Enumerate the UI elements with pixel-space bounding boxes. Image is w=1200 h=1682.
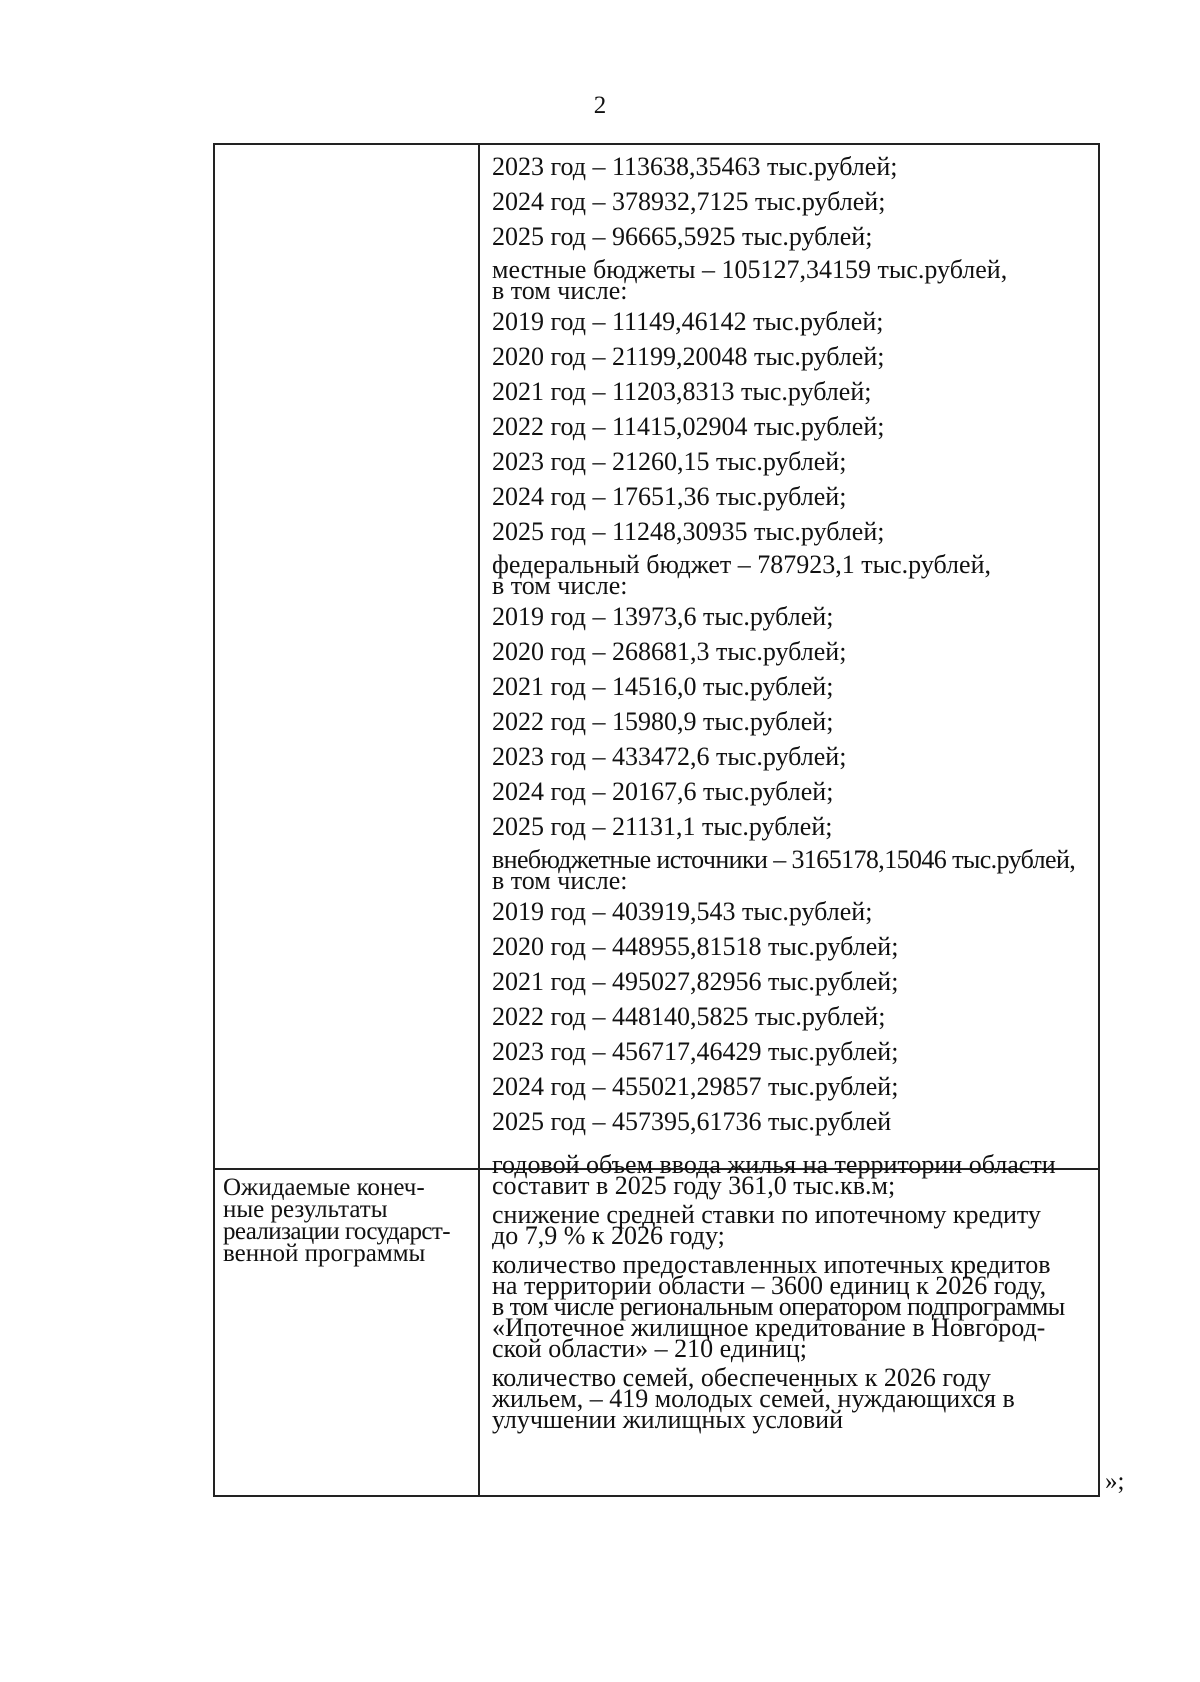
results-label-cell [223, 1174, 473, 1267]
finance-item: 2023 год – 113638,35463 тыс.рублей; [492, 152, 898, 181]
finance-item: 2021 год – 14516,0 тыс.рублей; [492, 672, 834, 701]
finance-item: 2022 год – 448140,5825 тыс.рублей; [492, 1002, 886, 1031]
result-item: снижение средней ставки по ипотечному кредиту до 7,9 % к 2026 году; [492, 1200, 1041, 1250]
results-label-line: ные результаты [223, 1196, 388, 1223]
finance-item: 2021 год – 495027,82956 тыс.рублей; [492, 967, 899, 996]
finance-item: 2024 год – 455021,29857 тыс.рублей; [492, 1072, 899, 1101]
right-column [492, 152, 1092, 1436]
finance-item: 2020 год – 21199,20048 тыс.рублей; [492, 342, 885, 371]
finance-item: 2022 год – 11415,02904 тыс.рублей; [492, 412, 885, 441]
finance-item: 2025 год – 457395,61736 тыс.рублей [492, 1107, 892, 1136]
result-item: количество семей, обеспеченных к 2026 году жильем, – 419 молодых семей, нуждающихся в улучшении жилищных условий [492, 1363, 1015, 1434]
finance-item: 2022 год – 15980,9 тыс.рублей; [492, 707, 834, 736]
finance-source-heading: местные бюджеты – 105127,34159 тыс.рублей, в том числе: [492, 255, 1008, 305]
finance-item: 2024 год – 378932,7125 тыс.рублей; [492, 187, 886, 216]
finance-item: 2019 год – 11149,46142 тыс.рублей; [492, 307, 884, 336]
finance-item: 2019 год – 403919,543 тыс.рублей; [492, 897, 873, 926]
finance-item: 2025 год – 21131,1 тыс.рублей; [492, 812, 833, 841]
result-item: количество предоставленных ипотечных кредитов на территории области – 3600 единиц к 2026 году, в том числе региональным оператором подпрограммы «Ипотечное жилищное кредитование в Новгород- ской области» – 210 единиц; [492, 1250, 1065, 1363]
column-divider [215, 145, 480, 1495]
finance-item: 2025 год – 96665,5925 тыс.рублей; [492, 222, 873, 251]
finance-source-heading: федеральный бюджет – 787923,1 тыс.рублей, в том числе: [492, 550, 991, 600]
closing-quote-mark: »; [1105, 1468, 1125, 1495]
finance-item: 2020 год – 268681,3 тыс.рублей; [492, 637, 847, 666]
finance-item: 2023 год – 456717,46429 тыс.рублей; [492, 1037, 899, 1066]
finance-source-heading: внебюджетные источники – 3165178,15046 тыс.рублей, в том числе: [492, 845, 1076, 895]
finance-item: 2025 год – 11248,30935 тыс.рублей; [492, 517, 885, 546]
results-label-line: реализации государст- [223, 1218, 450, 1245]
finance-item: 2021 год – 11203,8313 тыс.рублей; [492, 377, 872, 406]
finance-item: 2023 год – 433472,6 тыс.рублей; [492, 742, 847, 771]
results-label-line: венной программы [223, 1240, 426, 1267]
finance-item: 2023 год – 21260,15 тыс.рублей; [492, 447, 847, 476]
finance-item: 2020 год – 448955,81518 тыс.рублей; [492, 932, 899, 961]
result-item: годовой объем ввода жилья на территории области составит в 2025 году 361,0 тыс.кв.м; [492, 1150, 1056, 1200]
finance-item: 2019 год – 13973,6 тыс.рублей; [492, 602, 834, 631]
finance-item: 2024 год – 17651,36 тыс.рублей; [492, 482, 847, 511]
finance-item: 2024 год – 20167,6 тыс.рублей; [492, 777, 834, 806]
results-label-line: Ожидаемые конеч- [223, 1174, 425, 1201]
page-number: 2 [593, 92, 607, 119]
program-passport-table [213, 143, 1100, 1497]
